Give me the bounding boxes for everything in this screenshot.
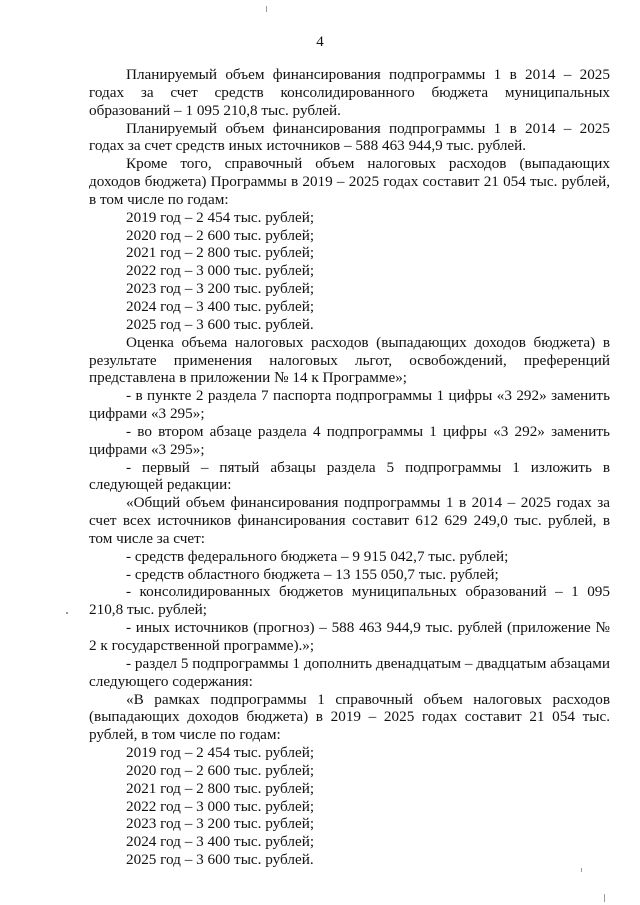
paragraph: - консолидированных бюджетов муниципальных образований – 1 095 210,8 тыс. рублей; xyxy=(89,583,610,619)
paragraph: - раздел 5 подпрограммы 1 дополнить двенадцатым – двадцатым абзацами следующего содержания: xyxy=(89,654,610,690)
year-line: 2022 год – 3 000 тыс. рублей; xyxy=(126,262,315,280)
document-body xyxy=(89,66,610,869)
year-line: 2019 год – 2 454 тыс. рублей; xyxy=(126,208,315,226)
year-line: 2023 год – 3 200 тыс. рублей; xyxy=(126,815,315,833)
year-line: 2020 год – 2 600 тыс. рублей; xyxy=(126,226,315,244)
page-number: 4 xyxy=(316,34,324,50)
paragraph: - в пункте 2 раздела 7 паспорта подпрограммы 1 цифры «3 292» заменить цифрами «3 295»; xyxy=(89,387,610,423)
year-line: 2019 год – 2 454 тыс. рублей; xyxy=(126,744,315,762)
paragraph: Кроме того, справочный объем налоговых расходов (выпадающих доходов бюджета) Программы в 2019 – 2025 годах составит 21 054 тыс. рублей, в том числе по годам: xyxy=(89,155,610,208)
year-line: 2024 год – 3 400 тыс. рублей; xyxy=(126,833,315,851)
scan-speck xyxy=(604,894,605,902)
year-line: 2021 год – 2 800 тыс. рублей; xyxy=(126,779,315,797)
year-line: 2023 год – 3 200 тыс. рублей; xyxy=(126,280,315,298)
paragraph: - средств областного бюджета – 13 155 050,7 тыс. рублей; xyxy=(126,565,499,583)
paragraph: «Общий объем финансирования подпрограммы 1 в 2014 – 2025 годах за счет всех источников финансирования составит 612 629 249,0 тыс. рублей, в том числе за счет: xyxy=(89,494,610,547)
scan-speck xyxy=(266,6,267,12)
year-line: 2020 год – 2 600 тыс. рублей; xyxy=(126,761,315,779)
year-line: 2024 год – 3 400 тыс. рублей; xyxy=(126,297,315,315)
paragraph: - первый – пятый абзацы раздела 5 подпрограммы 1 изложить в следующей редакции: xyxy=(89,458,610,494)
paragraph: Оценка объема налоговых расходов (выпадающих доходов бюджета) в результате применения налоговых льгот, освобождений, преференций представлена в приложении № 14 к Программе»; xyxy=(89,333,610,387)
paragraph: Планируемый объем финансирования подпрограммы 1 в 2014 – 2025 годах за счет средств консолидированного бюджета муниципальных образований – 1 095 210,8 тыс. рублей. xyxy=(89,66,610,119)
year-line: 2025 год – 3 600 тыс. рублей. xyxy=(126,851,314,869)
year-line: 2025 год – 3 600 тыс. рублей. xyxy=(126,315,314,333)
paragraph: «В рамках подпрограммы 1 справочный объем налоговых расходов (выпадающих доходов бюджета) в 2019 – 2025 годах составит 21 054 тыс. рублей, в том числе по годам: xyxy=(89,690,610,744)
year-line: 2021 год – 2 800 тыс. рублей; xyxy=(126,244,315,262)
paragraph: Планируемый объем финансирования подпрограммы 1 в 2014 – 2025 годах за счет средств иных источников – 588 463 944,9 тыс. рублей. xyxy=(89,119,610,155)
scan-speck xyxy=(66,612,68,614)
paragraph: - во втором абзаце раздела 4 подпрограммы 1 цифры «3 292» заменить цифрами «3 295»; xyxy=(89,422,610,458)
paragraph: - средств федерального бюджета – 9 915 042,7 тыс. рублей; xyxy=(126,547,509,565)
scan-speck xyxy=(581,868,582,872)
year-line: 2022 год – 3 000 тыс. рублей; xyxy=(126,797,315,815)
paragraph: - иных источников (прогноз) – 588 463 944,9 тыс. рублей (приложение № 2 к государственной программе).»; xyxy=(89,619,610,654)
